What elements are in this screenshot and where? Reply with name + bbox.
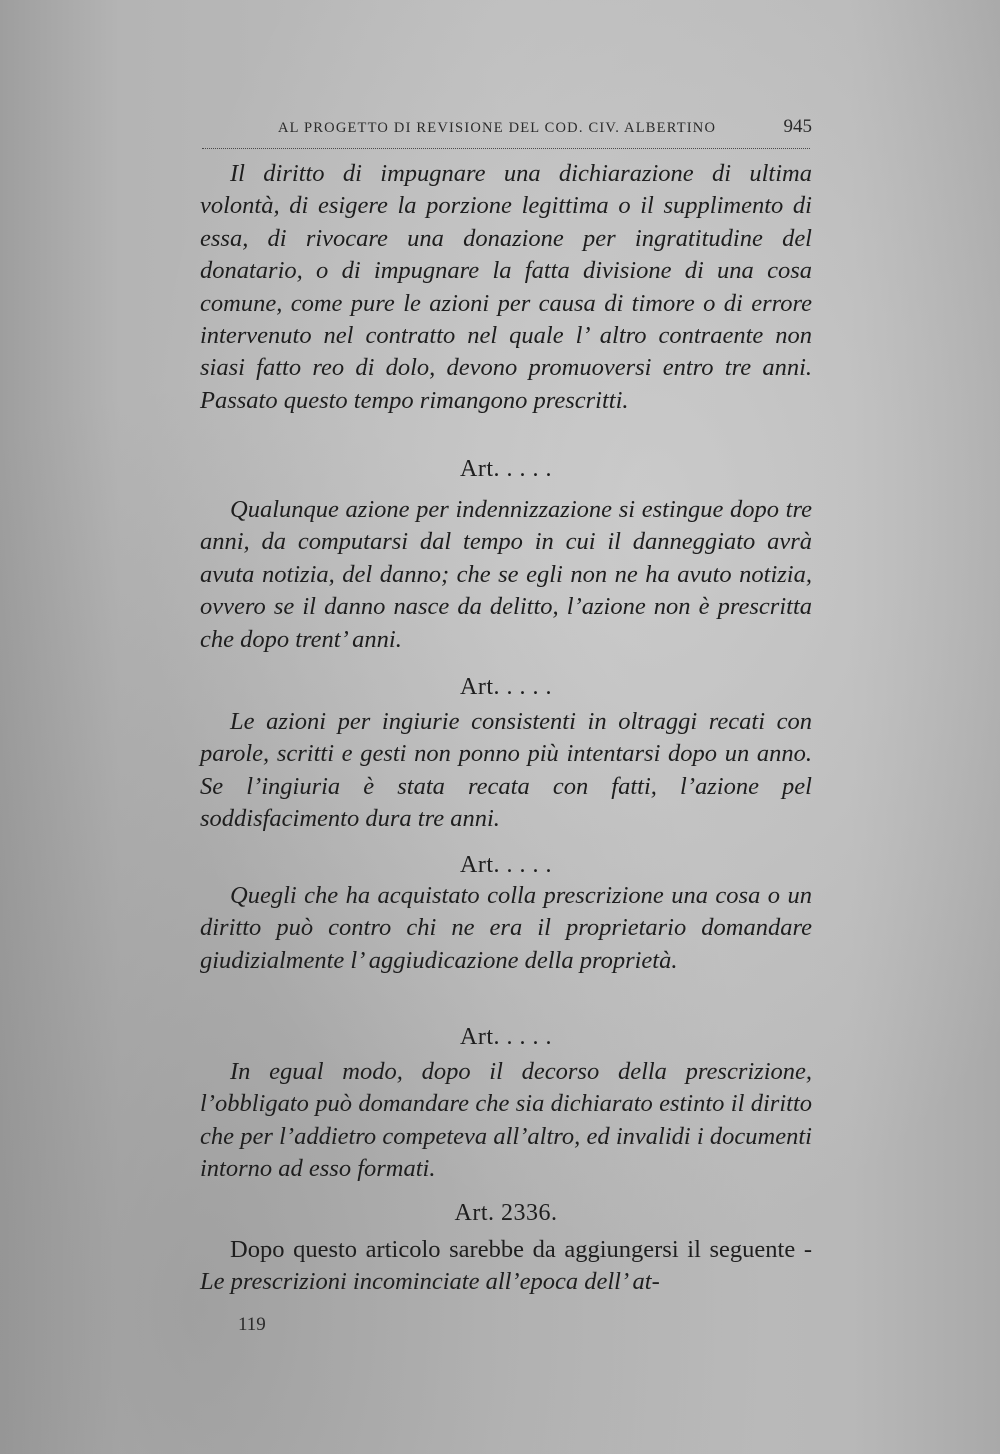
article-heading-3: Art. . . . . xyxy=(460,852,552,878)
article-heading-5: Art. 2336. xyxy=(454,1200,558,1226)
paragraph-1-text: Il diritto di impugnare una dichiarazione di ultima volontà, di esigere la porzione legittima o il supplimento di essa, di rivocare una donazione per ingratitudine del donatario, o di impugnare la fatta divisione di una cosa comune, come pure le azioni per causa di timore o di errore intervenuto nel contratto nel quale l’ altro contraente non siasi fatto reo di dolo, devono promuoversi entro tre anni. Passato questo tempo rimangono prescritti. xyxy=(200,160,812,414)
paragraph-5 xyxy=(200,1056,812,1186)
paragraph-3-text: Le azioni per ingiurie consistenti in oltraggi recati con parole, scritti e gesti non ponno più intentarsi dopo un anno. Se l’ingiuria è stata recata con fatti, l’azione pel soddisfacimento dura tre anni. xyxy=(200,708,812,833)
page-header xyxy=(278,116,812,144)
paragraph-6 xyxy=(200,1234,812,1299)
paragraph-5-text: In egual modo, dopo il decorso della prescrizione, l’obbligato può domandare che sia dichiarato estinto il diritto che per l’addietro competeva all’altro, ed invalidi i documenti intorno ad esso formati. xyxy=(200,1058,812,1183)
paragraph-4-text: Quegli che ha acquistato colla prescrizione una cosa o un diritto può contro chi ne era il proprietario domandare giudizialmente l’ aggiudicazione della proprietà. xyxy=(200,882,812,974)
page-number: 945 xyxy=(783,116,812,137)
paragraph-2-text: Qualunque azione per indennizzazione si estingue dopo tre anni, da computarsi dal tempo in cui il danneggiato avrà avuta notizia, del danno; che se egli non ne ha avuto notizia, ovvero se il danno nasce da delitto, l’azione non è prescritta che dopo trent’ anni. xyxy=(200,496,812,653)
header-rule xyxy=(202,148,810,149)
article-heading-1: Art. . . . . xyxy=(460,456,552,482)
running-head: AL PROGETTO DI REVISIONE DEL COD. CIV. ALBERTINO xyxy=(278,120,717,136)
paragraph-4 xyxy=(200,880,812,977)
paragraph-6-roman-text: Dopo questo articolo sarebbe da aggiungersi il seguente - xyxy=(230,1236,812,1263)
paragraph-6-italic-text: Le prescrizioni incominciate all’epoca dell’ at- xyxy=(200,1268,660,1296)
paragraph-3 xyxy=(200,706,812,836)
paragraph-1 xyxy=(200,158,812,417)
article-heading-2: Art. . . . . xyxy=(460,674,552,700)
article-heading-4: Art. . . . . xyxy=(460,1024,552,1050)
paragraph-2 xyxy=(200,494,812,656)
signature-mark: 119 xyxy=(238,1314,266,1335)
